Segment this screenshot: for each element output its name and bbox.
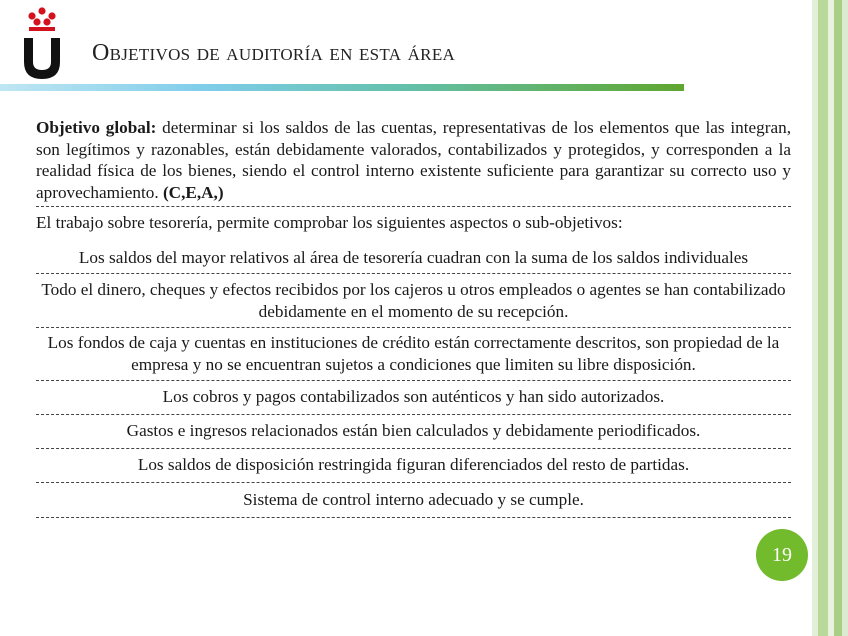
decorative-stripe <box>834 0 842 636</box>
title-underline <box>0 84 684 91</box>
slide-title: Objetivos de auditoría en esta área <box>92 40 456 66</box>
university-logo <box>22 4 62 80</box>
subobjective-item: Los fondos de caja y cuentas en instituciones de crédito están correctamente descritos, son propiedad de la empresa y no se encuentran sujetos a condiciones que limiten su libre disposición. <box>36 327 791 380</box>
subobjective-item: Los saldos de disposición restringida figuran diferenciados del resto de partidas. <box>36 448 791 482</box>
global-objective-label: Objetivo global: <box>36 118 157 137</box>
subobjective-item: Gastos e ingresos relacionados están bien calculados y debidamente periodificados. <box>36 414 791 448</box>
subobjective-item: Los cobros y pagos contabilizados son auténticos y han sido autorizados. <box>36 380 791 414</box>
global-objective-codes: (C,E,A,) <box>162 182 224 202</box>
global-objective <box>36 117 791 206</box>
page-number-badge: 19 <box>756 529 808 581</box>
decorative-stripe <box>842 0 848 636</box>
global-objective-text: determinar si los saldos de las cuentas, representativas de los elementos que las integran, son legítimos y razonables, están debidamente valorados, contabilizados y protegidos, y corresponden a la realidad física de los bienes, siendo el control interno existente suficiente para garantizar su correcto uso y aprovechamiento. <box>36 118 791 202</box>
subobjective-item: Todo el dinero, cheques y efectos recibidos por los cajeros u otros empleados o agentes se han contabilizado debidamente en el momento de su recepción. <box>36 273 791 327</box>
slide-content <box>36 117 791 518</box>
subobjective-item: Los saldos del mayor relativos al área de tesorería cuadran con la suma de los saldos individuales <box>78 248 749 267</box>
intro-text: El trabajo sobre tesorería, permite comprobar los siguientes aspectos o sub-objetivos: <box>36 206 791 240</box>
subobjective-item: Sistema de control interno adecuado y se cumple. <box>36 482 791 518</box>
decorative-stripe <box>818 0 828 636</box>
